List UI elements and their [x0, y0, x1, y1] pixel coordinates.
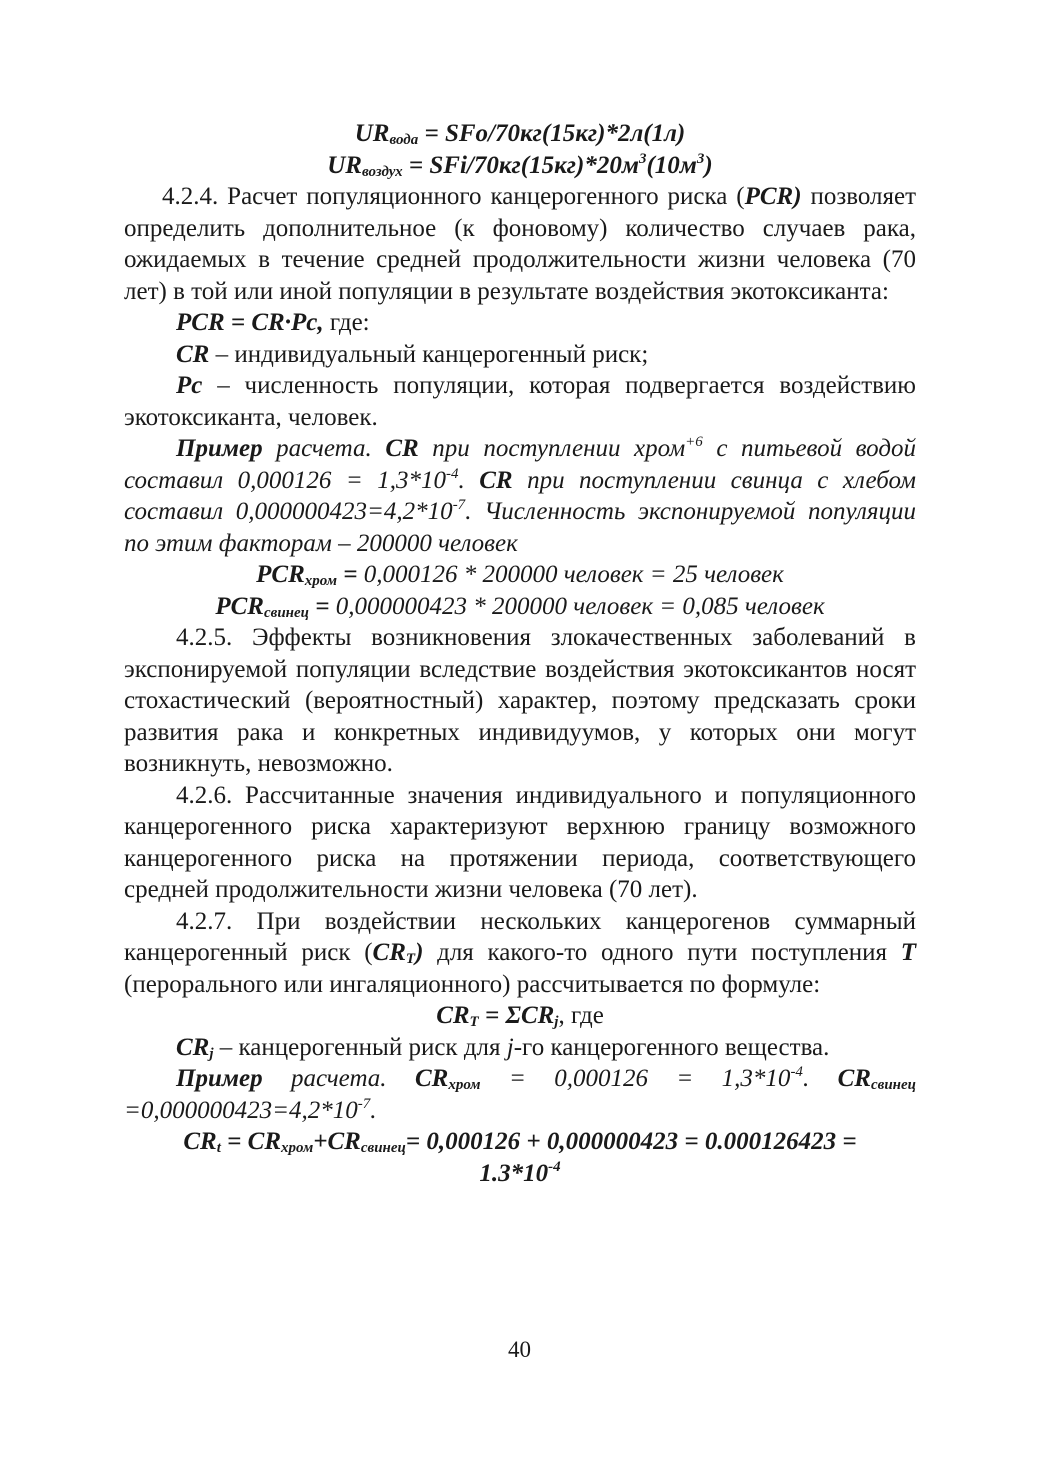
- formula-pcr-lead: [124, 591, 916, 623]
- formula-subscript: вода: [389, 132, 419, 148]
- example-text: =0,000000423=4,2*10: [124, 1096, 358, 1124]
- formula-term: PCR = CR·Pc,: [176, 309, 324, 336]
- paragraph-4-2-5: 4.2.5. Эффекты возникновения злокачественных заболеваний в экспонируемой популяции вследствие воздействия экотоксикантов носят стохастический (вероятностный) характер, поэтому предсказать сроки развития рака и конкретных индивидуумов, у которых они могут возникнуть, невозможно.: [124, 624, 916, 777]
- definition-term: CR: [176, 1033, 210, 1061]
- definition-text: – канцерогенный риск для: [213, 1033, 507, 1061]
- formula-ur-water: [124, 118, 916, 150]
- formula-equals: =: [336, 561, 364, 588]
- formula-rhs: = 0,000126 + 0,000000423 = 0.000126423 =: [405, 1128, 857, 1155]
- example-term: CR: [414, 1065, 449, 1092]
- formula-term: CR: [436, 1002, 470, 1029]
- example-text: при поступлении свинца с хлебом составил 0,000000423=4,2*10: [124, 466, 917, 525]
- example-text: = 0,000126 = 1,3*10: [480, 1065, 791, 1092]
- formula-subscript: свинец: [263, 604, 310, 621]
- example-term: CR: [479, 466, 513, 494]
- paragraph-4-2-4: [124, 181, 916, 307]
- formula-sum: [124, 1126, 916, 1189]
- example-subscript: свинец: [870, 1077, 916, 1093]
- paragraph-text: для какого-то одного пути поступления: [423, 939, 901, 966]
- formula-subscript: t: [216, 1140, 221, 1156]
- formula-rhs: = ΣCR: [478, 1002, 555, 1029]
- example-text: . Численность экспонируемой популяции по этим факторам – 200000 человек: [124, 498, 916, 557]
- formula-term: CR: [183, 1128, 217, 1155]
- formula-subscript: свинец: [360, 1140, 406, 1156]
- paragraph-4-2-7: [124, 906, 916, 1001]
- example-1: [124, 433, 916, 559]
- definition-term: Pc: [176, 372, 203, 399]
- formula-superscript: 3: [638, 150, 647, 167]
- paragraph-text: ): [415, 939, 424, 966]
- example-text: расчета.: [262, 435, 386, 462]
- example-superscript: -4: [446, 465, 459, 482]
- formula-superscript: -4: [548, 1158, 561, 1175]
- formula-pcr-chrome: [124, 559, 916, 591]
- definition-text: -го канцерогенного вещества.: [513, 1033, 830, 1061]
- formula-pcr: [124, 307, 916, 339]
- paragraph-text: (перорального или ингаляционного) рассчитывается по формуле:: [124, 970, 821, 998]
- definition-crj: [124, 1032, 916, 1064]
- example-text: с питьевой водой составил 0,000126 = 1,3*10: [124, 435, 916, 494]
- paragraph-text: позволяет определить дополнительное (к фоновому) количество случаев рака, ожидаемых в течение средней продолжительности жизни человека (70 лет) в той или иной популяции в результате воздействия экотоксиканта:: [124, 183, 916, 305]
- definition-text: – численность популяции, которая подвергается воздействию экотоксиканта, человек.: [124, 372, 916, 431]
- formula-rest: , где: [558, 1002, 604, 1029]
- example-text: .: [802, 1065, 838, 1092]
- formula-term: PCR: [256, 561, 305, 588]
- formula-rhs: = SFi/70кг(15кг)*20м: [402, 151, 639, 179]
- example-2: [124, 1063, 916, 1126]
- formula-rhs: ): [704, 151, 713, 179]
- formula-subscript: хром: [281, 1140, 314, 1156]
- definition-text: – индивидуальный канцерогенный риск;: [209, 340, 649, 368]
- formula-subscript: j: [554, 1014, 559, 1030]
- definition-term: CR: [176, 340, 210, 368]
- example-superscript: +6: [685, 434, 703, 450]
- formula-term: UR: [354, 120, 390, 147]
- example-superscript: -7: [452, 497, 466, 513]
- page-number: 40: [508, 1337, 531, 1362]
- abbreviation: CR: [372, 939, 406, 966]
- abbreviation: PCR): [744, 183, 802, 210]
- formula-term: PCR: [215, 592, 264, 620]
- paragraph-4-2-6: 4.2.6. Рассчитанные значения индивидуального и популяционного канцерогенного риска характеризуют верхнюю границу возможного канцерогенного риска на протяжении периода, соответствующего средней продолжительности жизни человека (70 лет).: [124, 781, 916, 903]
- definition-cr: [124, 339, 916, 371]
- example-subscript: хром: [448, 1077, 481, 1093]
- definition-subscript: j: [209, 1045, 214, 1062]
- formula-subscript: воздух: [361, 163, 403, 180]
- formula-result: 1.3*10: [479, 1159, 549, 1187]
- example-superscript: -7: [357, 1095, 371, 1112]
- example-superscript: -4: [790, 1064, 803, 1080]
- formula-term: UR: [327, 151, 362, 179]
- symbol: j: [506, 1033, 514, 1061]
- example-text: .: [458, 466, 480, 494]
- formula-rhs: 0,000000423 * 200000 человек = 0,085 человек: [335, 592, 825, 620]
- formula-equals: =: [309, 592, 336, 620]
- paragraph-text: 4.2.4. Расчет популяционного канцерогенного риска (: [162, 183, 745, 210]
- abbreviation-subscript: T: [405, 951, 416, 967]
- example-label: Пример: [176, 435, 263, 462]
- formula-subscript: хром: [304, 573, 337, 589]
- example-term: CR: [385, 435, 419, 462]
- example-label: Пример: [176, 1065, 263, 1092]
- formula-term: +CR: [313, 1128, 361, 1155]
- example-term: CR: [837, 1065, 871, 1092]
- formula-term: = CR: [220, 1128, 282, 1155]
- example-text: расчета.: [262, 1065, 415, 1092]
- formula-ur-air: [124, 150, 916, 182]
- formula-superscript: 3: [696, 150, 705, 167]
- document-page: [124, 118, 916, 1189]
- formula-rhs: (10м: [646, 151, 697, 179]
- definition-pc: [124, 370, 916, 433]
- formula-crt: [124, 1000, 916, 1032]
- formula-rhs: 0,000126 * 200000 человек = 25 человек: [363, 561, 784, 588]
- formula-rhs: = SFo/70кг(15кг)*2л(1л): [418, 120, 686, 147]
- paragraph-text: 4.2.7. При воздействии нескольких канцерогенов суммарный канцерогенный риск (: [124, 907, 916, 966]
- formula-subscript: T: [469, 1014, 479, 1030]
- example-text: при поступлении хром: [418, 435, 686, 462]
- formula-rest: где:: [323, 309, 370, 336]
- example-text: .: [370, 1096, 377, 1124]
- symbol: T: [900, 939, 916, 966]
